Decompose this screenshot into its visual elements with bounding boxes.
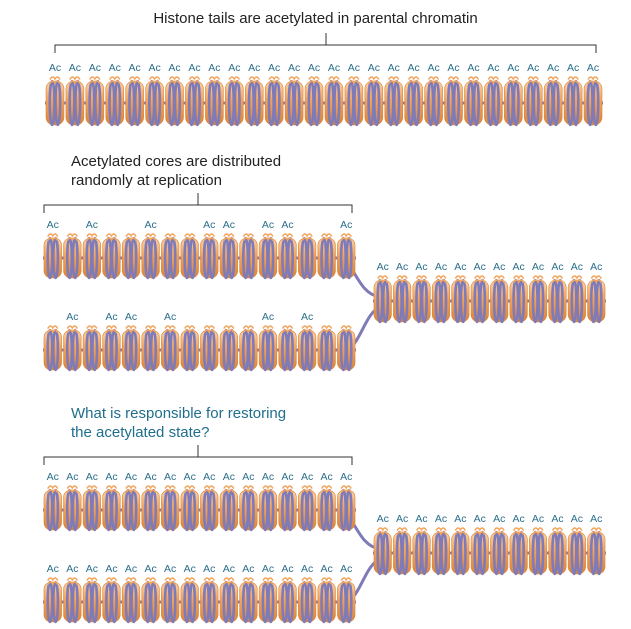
acetyl-mark-label: Ac — [320, 471, 333, 483]
nucleosome — [122, 471, 140, 530]
nucleosome — [298, 311, 316, 370]
nucleosome — [64, 563, 82, 622]
nucleosome — [464, 62, 482, 125]
acetyl-mark-label: Ac — [261, 563, 275, 575]
acetyl-mark-label: Ac — [320, 563, 333, 575]
nucleosome — [318, 326, 336, 370]
nucleosome — [83, 471, 101, 530]
nucleosome — [200, 471, 218, 530]
acetyl-mark-label: Ac — [46, 219, 59, 231]
nucleosome — [279, 219, 297, 278]
acetyl-mark-label: Ac — [88, 62, 101, 74]
nucleosome — [44, 471, 62, 530]
acetyl-mark-label: Ac — [340, 563, 353, 575]
nucleosome — [181, 234, 199, 278]
nucleosome — [142, 471, 160, 530]
nucleosome — [106, 62, 124, 125]
fiber-stage2-daughter-lower — [43, 311, 356, 370]
fiber-stage2-daughter-upper — [43, 219, 356, 278]
nucleosome — [259, 219, 277, 278]
acetyl-mark-label: Ac — [340, 471, 353, 483]
nucleosome — [452, 261, 469, 322]
acetyl-mark-label: Ac — [144, 563, 157, 575]
acetyl-mark-label: Ac — [340, 219, 353, 231]
nucleosome — [365, 62, 383, 125]
acetyl-mark-label: Ac — [222, 563, 235, 575]
acetyl-mark-label: Ac — [493, 513, 506, 525]
acetyl-mark-label: Ac — [85, 219, 99, 231]
nucleosome — [161, 234, 179, 278]
nucleosome — [220, 326, 238, 370]
nucleosome — [285, 62, 303, 125]
fiber-stage3-daughter-lower — [43, 563, 356, 622]
acetyl-mark-label: Ac — [415, 513, 428, 525]
acetyl-mark-label: Ac — [168, 62, 181, 74]
nucleosome — [122, 563, 140, 622]
acetyl-mark-label: Ac — [454, 513, 467, 525]
acetyl-mark-label: Ac — [66, 563, 79, 575]
acetyl-mark-label: Ac — [487, 62, 500, 74]
nucleosome — [337, 471, 355, 530]
nucleosome — [220, 471, 238, 530]
nucleosome — [529, 513, 546, 574]
nucleosome — [529, 261, 546, 322]
nucleosome — [103, 234, 121, 278]
nucleosome — [44, 219, 62, 278]
acetyl-mark-label: Ac — [434, 261, 448, 273]
nucleosome — [220, 219, 238, 278]
acetyl-mark-label: Ac — [85, 471, 99, 483]
nucleosome — [393, 513, 410, 574]
nucleosome — [161, 471, 179, 530]
acetyl-mark-label: Ac — [108, 62, 121, 74]
nucleosome — [279, 326, 297, 370]
acetyl-mark-label: Ac — [164, 471, 177, 483]
acetyl-mark-label: Ac — [454, 261, 467, 273]
nucleosome — [205, 62, 223, 125]
nucleosome — [305, 62, 323, 125]
acetyl-mark-label: Ac — [261, 311, 275, 323]
nucleosome — [588, 513, 605, 574]
nucleosome — [504, 62, 522, 125]
acetyl-mark-label: Ac — [68, 62, 82, 74]
nucleosome — [83, 326, 101, 370]
acetyl-mark-label: Ac — [427, 62, 440, 74]
acetyl-mark-label: Ac — [144, 219, 157, 231]
acetyl-mark-label: Ac — [590, 513, 603, 525]
acetyl-mark-label: Ac — [347, 62, 361, 74]
nucleosome — [181, 471, 199, 530]
acetyl-mark-label: Ac — [164, 311, 177, 323]
nucleosome — [568, 261, 585, 322]
acetyl-mark-label: Ac — [570, 513, 584, 525]
caption-restoring-question-line-1: What is responsible for restoring — [71, 405, 287, 422]
nucleosome — [259, 471, 277, 530]
acetyl-mark-label: Ac — [105, 311, 118, 323]
acetyl-mark-label: Ac — [551, 261, 564, 273]
fiber-parental-chromatin — [45, 62, 603, 125]
acetyl-mark-label: Ac — [222, 219, 235, 231]
acetyl-mark-label: Ac — [447, 62, 460, 74]
acetyl-mark-label: Ac — [281, 471, 294, 483]
acetyl-mark-label: Ac — [395, 261, 409, 273]
caption-random-distribution-line-1: Acetylated cores are distributed — [71, 153, 282, 170]
nucleosome — [240, 234, 258, 278]
nucleosome — [318, 471, 336, 530]
nucleosome — [318, 563, 336, 622]
nucleosome — [225, 62, 243, 125]
acetyl-mark-label: Ac — [570, 261, 584, 273]
acetyl-mark-label: Ac — [148, 62, 161, 74]
nucleosome — [126, 62, 144, 125]
nucleosome — [490, 513, 507, 574]
nucleosome — [374, 513, 391, 574]
nucleosome — [64, 311, 82, 370]
nucleosome — [484, 62, 502, 125]
acetyl-mark-label: Ac — [531, 513, 545, 525]
bracket — [44, 193, 352, 213]
nucleosome — [549, 261, 566, 322]
nucleosome — [413, 261, 430, 322]
acetyl-mark-label: Ac — [183, 471, 196, 483]
acetyl-mark-label: Ac — [531, 261, 545, 273]
nucleosome — [345, 62, 363, 125]
fiber-stage2-parent — [373, 261, 606, 322]
acetyl-mark-label: Ac — [66, 471, 79, 483]
bracket — [55, 33, 596, 53]
nucleosome — [405, 62, 423, 125]
nucleosome — [46, 62, 64, 125]
fiber-stage3-daughter-upper — [43, 471, 356, 530]
nucleosome — [413, 513, 430, 574]
nucleosome — [146, 62, 164, 125]
nucleosome — [83, 219, 101, 278]
acetyl-mark-label: Ac — [203, 219, 216, 231]
acetyl-mark-label: Ac — [242, 471, 255, 483]
nucleosome — [166, 62, 184, 125]
nucleosome — [181, 326, 199, 370]
nucleosome — [181, 563, 199, 622]
nucleosome — [524, 62, 542, 125]
acetyl-mark-label: Ac — [261, 219, 275, 231]
acetyl-mark-label: Ac — [376, 261, 389, 273]
acetyl-mark-label: Ac — [300, 471, 314, 483]
nucleosome — [122, 234, 140, 278]
nucleosome — [161, 563, 179, 622]
acetyl-mark-label: Ac — [203, 563, 216, 575]
nucleosome — [298, 563, 316, 622]
acetyl-mark-label: Ac — [327, 62, 341, 74]
nucleosome — [445, 62, 463, 125]
acetyl-mark-label: Ac — [124, 471, 138, 483]
acetyl-mark-label: Ac — [287, 62, 301, 74]
nucleosome — [588, 261, 605, 322]
acetyl-mark-label: Ac — [128, 62, 141, 74]
nucleosome — [259, 311, 277, 370]
nucleosome — [337, 326, 355, 370]
nucleosome — [83, 563, 101, 622]
nucleosome — [240, 471, 258, 530]
nucleosome — [200, 219, 218, 278]
acetyl-mark-label: Ac — [473, 261, 486, 273]
acetyl-mark-label: Ac — [144, 471, 157, 483]
nucleosome — [142, 563, 160, 622]
acetyl-mark-label: Ac — [281, 219, 294, 231]
nucleosome — [564, 62, 582, 125]
nucleosome — [393, 261, 410, 322]
acetyl-mark-label: Ac — [367, 62, 380, 74]
acetyl-mark-label: Ac — [590, 261, 603, 273]
bracket — [44, 445, 352, 465]
acetyl-mark-label: Ac — [551, 513, 564, 525]
nucleosome — [510, 513, 527, 574]
caption-random-distribution-line-2: randomly at replication — [71, 172, 222, 189]
nucleosome — [245, 62, 263, 125]
acetyl-mark-label: Ac — [566, 62, 580, 74]
caption-parental-chromatin: Histone tails are acetylated in parental chromatin — [153, 10, 478, 27]
nucleosome — [374, 261, 391, 322]
acetyl-mark-label: Ac — [281, 563, 294, 575]
nucleosome — [432, 261, 449, 322]
acetyl-mark-label: Ac — [376, 513, 389, 525]
nucleosome — [64, 471, 82, 530]
acetyl-mark-label: Ac — [395, 513, 409, 525]
nucleosome — [584, 62, 602, 125]
acetyl-mark-label: Ac — [547, 62, 560, 74]
acetyl-mark-label: Ac — [407, 62, 420, 74]
nucleosome — [185, 62, 203, 125]
nucleosome — [471, 513, 488, 574]
nucleosome — [200, 563, 218, 622]
acetyl-mark-label: Ac — [527, 62, 540, 74]
acetyl-mark-label: Ac — [261, 471, 275, 483]
acetyl-mark-label: Ac — [507, 62, 520, 74]
acetyl-mark-label: Ac — [66, 311, 79, 323]
nucleosome — [86, 62, 104, 125]
nucleosome — [220, 563, 238, 622]
nucleosome — [103, 311, 121, 370]
nucleosome — [279, 471, 297, 530]
nucleosome — [265, 62, 283, 125]
nucleosome — [279, 563, 297, 622]
nucleosome — [240, 563, 258, 622]
nucleosome — [142, 326, 160, 370]
acetyl-mark-label: Ac — [268, 62, 281, 74]
nucleosome — [298, 234, 316, 278]
acetyl-mark-label: Ac — [242, 563, 255, 575]
acetyl-mark-label: Ac — [493, 261, 506, 273]
acetyl-mark-label: Ac — [208, 62, 221, 74]
acetyl-mark-label: Ac — [105, 471, 118, 483]
nucleosome — [385, 62, 403, 125]
acetyl-mark-label: Ac — [415, 261, 428, 273]
nucleosome — [66, 62, 84, 125]
acetyl-mark-label: Ac — [467, 62, 480, 74]
nucleosome — [142, 219, 160, 278]
nucleosome — [64, 234, 82, 278]
acetyl-mark-label: Ac — [203, 471, 216, 483]
acetyl-mark-label: Ac — [300, 311, 314, 323]
nucleosome — [490, 261, 507, 322]
nucleosome — [298, 471, 316, 530]
nucleosome — [425, 62, 443, 125]
acetyl-mark-label: Ac — [512, 261, 525, 273]
acetyl-mark-label: Ac — [85, 563, 99, 575]
acetyl-mark-label: Ac — [228, 62, 241, 74]
acetyl-mark-label: Ac — [124, 563, 138, 575]
acetyl-mark-label: Ac — [586, 62, 600, 74]
nucleosome — [337, 563, 355, 622]
acetyl-mark-label: Ac — [387, 62, 400, 74]
nucleosome — [471, 261, 488, 322]
nucleosome — [259, 563, 277, 622]
acetyl-mark-label: Ac — [434, 513, 448, 525]
acetyl-mark-label: Ac — [105, 563, 118, 575]
acetyl-mark-label: Ac — [512, 513, 525, 525]
acetyl-mark-label: Ac — [300, 563, 314, 575]
nucleosome — [318, 234, 336, 278]
nucleosome — [432, 513, 449, 574]
nucleosome — [161, 311, 179, 370]
nucleosome — [325, 62, 343, 125]
nucleosome — [200, 326, 218, 370]
acetyl-mark-label: Ac — [46, 471, 59, 483]
nucleosome — [452, 513, 469, 574]
nucleosome — [44, 326, 62, 370]
nucleosome — [568, 513, 585, 574]
nucleosome — [103, 471, 121, 530]
acetyl-mark-label: Ac — [473, 513, 486, 525]
acetyl-mark-label: Ac — [248, 62, 261, 74]
acetyl-mark-label: Ac — [307, 62, 321, 74]
nucleosome — [549, 513, 566, 574]
nucleosome — [544, 62, 562, 125]
nucleosome — [337, 219, 355, 278]
acetyl-mark-label: Ac — [164, 563, 177, 575]
nucleosome — [44, 563, 62, 622]
nucleosome — [510, 261, 527, 322]
acetyl-mark-label: Ac — [124, 311, 138, 323]
nucleosome — [122, 311, 140, 370]
nucleosome — [103, 563, 121, 622]
acetyl-mark-label: Ac — [188, 62, 201, 74]
caption-restoring-question-line-2: the acetylated state? — [71, 424, 210, 441]
acetyl-mark-label: Ac — [183, 563, 196, 575]
acetyl-mark-label: Ac — [46, 563, 59, 575]
nucleosome — [240, 326, 258, 370]
acetyl-mark-label: Ac — [48, 62, 62, 74]
fiber-stage3-parent — [373, 513, 606, 574]
acetyl-mark-label: Ac — [222, 471, 235, 483]
